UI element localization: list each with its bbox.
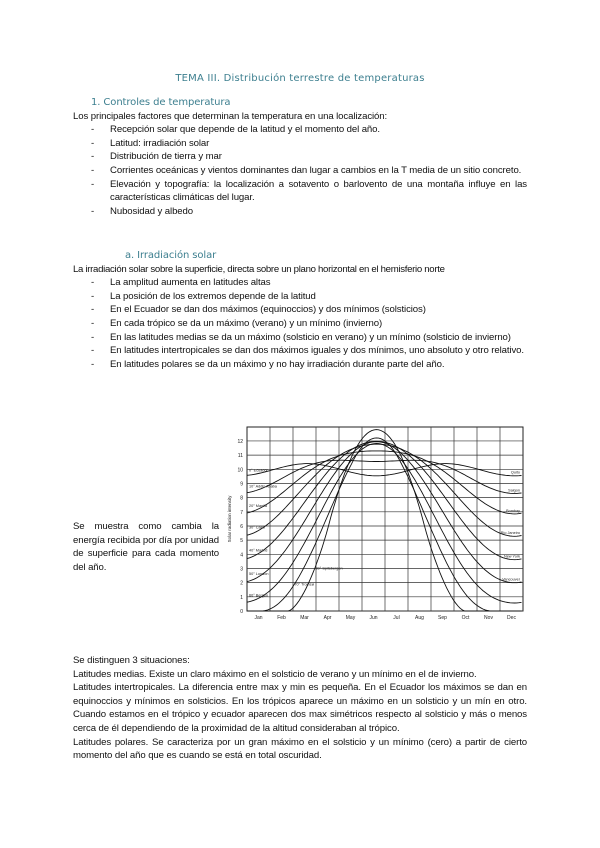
series-label-right: New York bbox=[503, 554, 520, 559]
series-label-left: 60° Bergen bbox=[249, 593, 269, 598]
paragraph: Latitudes polares. Se caracteriza por un gran máximo en el solsticio y un mínimo (cero) a partir de cierto momento del año que es cuando se está en total oscuridad. bbox=[73, 736, 527, 762]
series-line-60deg bbox=[247, 444, 522, 604]
list-item-text: En cada trópico se da un máximo (verano) y un mínimo (invierno) bbox=[110, 317, 383, 329]
series-label-right: Saigon bbox=[508, 488, 520, 493]
x-tick-label: Feb bbox=[277, 615, 286, 621]
series-label-left: 0° Ecuador bbox=[249, 468, 268, 473]
paragraph: Latitudes intertropicales. La diferencia entre max y min es pequeña. En el Ecuador los máximos se dan en equinoccios y mínimos en solsticios. En los trópicos aparece un máximo en un solsticio y un mín en otro. Cuando estamos en el trópico y ecuador aparecen dos max simétricos respecto al solsticio y más o menos cerca de él dependiendo de la proximidad de la altitud consideraban al trópico. bbox=[73, 682, 527, 734]
bullet-dash: - bbox=[91, 317, 95, 329]
series-label-left: 20° Manila bbox=[249, 504, 267, 509]
x-tick-label: Sep bbox=[438, 615, 447, 621]
list-item bbox=[73, 331, 527, 345]
y-tick-label: 0 bbox=[240, 609, 243, 615]
x-tick-label: Dec bbox=[507, 615, 516, 621]
x-tick-label: May bbox=[345, 615, 356, 621]
y-tick-label: 5 bbox=[240, 538, 243, 545]
paragraph: Latitudes medias. Existe un claro máximo en el solsticio de verano y un mínimo en el de invierno. bbox=[73, 668, 477, 680]
list-item-text: Distribución de tierra y mar bbox=[110, 151, 222, 163]
bullet-dash: - bbox=[91, 124, 95, 136]
bullet-dash: - bbox=[91, 277, 95, 289]
list-item bbox=[73, 344, 527, 358]
list-item-text: La amplitud aumenta en latitudes altas bbox=[110, 277, 271, 289]
series-label-right: Bombay bbox=[506, 508, 520, 513]
bullet-dash: - bbox=[91, 137, 95, 149]
list-item bbox=[73, 276, 527, 290]
list-item-text: Nubosidad y albedo bbox=[110, 205, 194, 217]
section-heading: a. Irradiación solar bbox=[125, 250, 217, 261]
list-item-text: En latitudes polares se da un máximo y no hay irradiación durante parte del año. bbox=[110, 358, 445, 370]
list-item bbox=[73, 303, 527, 317]
section-intro: Se distinguen 3 situaciones: bbox=[73, 655, 190, 666]
x-tick-label: Jan bbox=[254, 615, 263, 621]
list-item bbox=[73, 137, 527, 151]
list-item-text: Elevación y topografía: la localización a sotavento o barlovento de una montaña influye en las características climáticas del lugar. bbox=[110, 178, 527, 204]
x-tick-label: Nov bbox=[484, 615, 493, 621]
section-situaciones bbox=[73, 654, 527, 763]
bullet-dash: - bbox=[91, 151, 95, 163]
bullet-list bbox=[73, 276, 527, 371]
list-item-text: Corrientes oceánicas y vientos dominantes dan lugar a cambios en la T media de un sitio concreto. bbox=[110, 164, 522, 176]
x-tick-label: Apr bbox=[323, 615, 332, 621]
x-tick-label: Jun bbox=[369, 615, 378, 621]
list-item bbox=[73, 205, 527, 219]
bullet-dash: - bbox=[91, 290, 95, 302]
section-intro: La irradiación solar sobre la superficie, directa sobre un plano horizontal en el hemisferio norte bbox=[73, 263, 445, 275]
y-tick-label: 12 bbox=[237, 438, 243, 445]
y-tick-label: 6 bbox=[240, 523, 243, 530]
x-tick-label: Jul bbox=[393, 615, 400, 621]
series-label-left: 70° Tromsø bbox=[294, 582, 315, 587]
y-tick-label: 11 bbox=[237, 453, 243, 460]
series-label-right: Quito bbox=[510, 470, 520, 475]
list-item-text: En el Ecuador se dan dos máximos (equinoccios) y dos mínimos (solsticios) bbox=[110, 304, 426, 316]
section-intro: Los principales factores que determinan la temperatura en una localización: bbox=[73, 110, 388, 122]
bullet-dash: - bbox=[91, 304, 95, 316]
list-item-text: Latitud: irradiación solar bbox=[110, 137, 210, 149]
list-item bbox=[73, 164, 527, 178]
section-irradiacion bbox=[73, 249, 527, 371]
bullet-dash: - bbox=[91, 178, 95, 190]
y-tick-label: 1 bbox=[240, 594, 243, 601]
series-line-0deg bbox=[247, 464, 522, 476]
y-tick-label: 8 bbox=[240, 495, 243, 502]
series-line-50deg bbox=[247, 442, 522, 583]
bullet-dash: - bbox=[91, 345, 95, 357]
series-label-left: 30° Cairo bbox=[249, 525, 265, 530]
y-tick-label: 9 bbox=[240, 481, 243, 488]
bullet-list bbox=[73, 123, 527, 218]
x-tick-label: Aug bbox=[415, 615, 424, 621]
section-heading: 1. Controles de temperatura bbox=[91, 97, 231, 108]
series-label-right: Vancouver bbox=[502, 577, 520, 582]
list-item-text: Recepción solar que depende de la latitud y el momento del año. bbox=[110, 124, 380, 136]
series-line-30deg bbox=[247, 444, 522, 536]
document-title: TEMA III. Distribución terrestre de temperaturas bbox=[175, 73, 425, 84]
y-tick-label: 2 bbox=[240, 580, 243, 587]
bullet-dash: - bbox=[91, 164, 95, 176]
y-tick-label: 4 bbox=[240, 552, 243, 559]
y-axis-label: Solar radiation intensity bbox=[227, 495, 232, 543]
list-item bbox=[73, 317, 527, 331]
bullet-dash: - bbox=[91, 205, 95, 217]
section-controles bbox=[73, 96, 527, 218]
series-label-right: Rio Janeiro bbox=[500, 531, 520, 536]
figure-caption: Se muestra como cambia la energía recibida por día por unidad de superficie para cada momento del año. bbox=[73, 521, 219, 573]
list-item-text: En las latitudes medias se da un máximo (solsticio en verano) y un mínimo (solsticio de invierno) bbox=[110, 331, 511, 343]
list-item-text: En latitudes intertropicales se dan dos máximos iguales y dos mínimos, uno absoluto y otro relativo. bbox=[110, 345, 524, 357]
y-tick-label: 3 bbox=[240, 566, 243, 573]
y-tick-label: 7 bbox=[240, 509, 243, 516]
list-item bbox=[73, 358, 527, 372]
insolation-chart bbox=[225, 400, 535, 650]
y-tick-label: 10 bbox=[237, 467, 243, 474]
series-label-left: 40° Madrid bbox=[249, 548, 268, 553]
x-tick-label: Oct bbox=[461, 615, 470, 621]
list-item bbox=[73, 178, 527, 205]
list-item bbox=[73, 123, 527, 137]
series-label-left: 50° London bbox=[249, 571, 269, 576]
series-label-left: 80° Spitsbergen bbox=[315, 566, 343, 571]
bullet-dash: - bbox=[91, 358, 95, 370]
list-item bbox=[73, 150, 527, 164]
bullet-dash: - bbox=[91, 331, 95, 343]
list-item-text: La posición de los extremos depende de la latitud bbox=[110, 290, 316, 302]
list-item bbox=[73, 290, 527, 304]
x-tick-label: Mar bbox=[300, 615, 309, 621]
series-label-left: 10° Addis Ababa bbox=[249, 484, 277, 489]
